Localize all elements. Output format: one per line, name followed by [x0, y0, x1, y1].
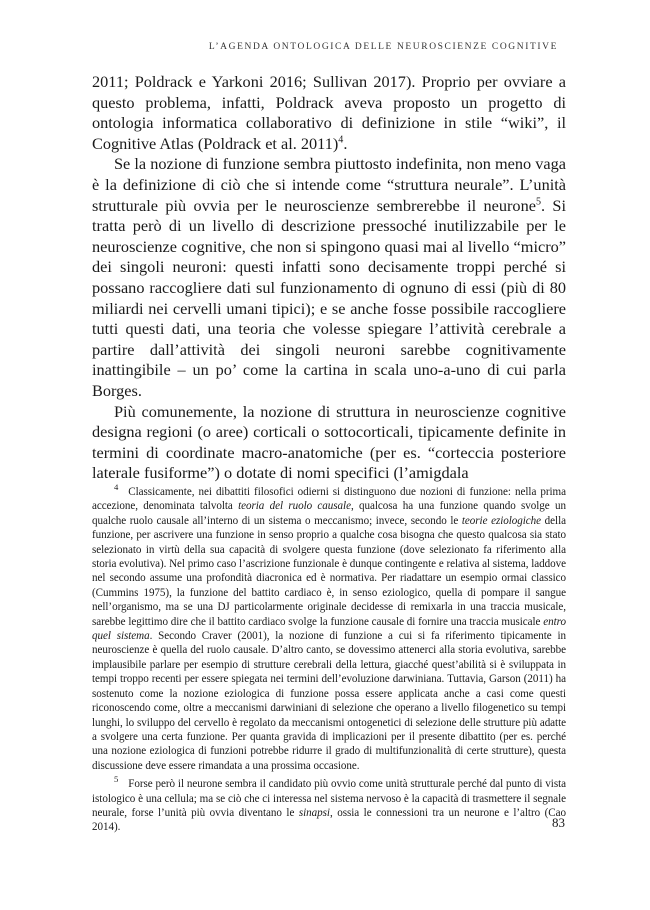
- paragraph-1: [92, 72, 566, 154]
- footnotes: [92, 482, 566, 835]
- footnote-5-text-b: , ossia le connessioni tra un neurone e l’altro (Cao 2014).: [92, 806, 566, 834]
- footnote-4: [92, 482, 566, 773]
- paragraph-2-text: Se la nozione di funzione sembra piuttosto indefinita, non meno vaga è la definizione di ciò che si intende come “struttura neurale”. L’unità strutturale più ovvia per le neuroscienze sembrerebbe il neurone: [92, 154, 566, 215]
- paragraph-1-end: .: [343, 133, 348, 153]
- footnote-5-number: 5: [114, 774, 119, 785]
- footnote-5: [92, 774, 566, 835]
- footnote-4-text-a: Classicamente, nei dibattiti filosofici odierni si distinguono due nozioni di funzione: nella prima accezione, denominata talvolta: [92, 486, 566, 513]
- footnote-4-text-c: della funzione, per ascrivere una funzione in senso proprio a qualche cosa bisogna che questo qualcosa sia stato selezionato in virtù della sua capacità di svolgere questa funzione (dove selezionato fa riferimento alla storia evolutiva). Nel primo caso l’ascrizione funzionale è dunque contingente e relativa al sistema, laddove nel secondo assume una profondità diacronica ed è normativa. Per riadattare un esempio ormai classico (Cummins 1975), la funzione del battito cardiaco è, in senso eziologico, quella di pompare il sangue nell’organismo, ma se una DJ particolarmente originale decidesse di remixarla in una traccia musicale, sarebbe legittimo dire che il battito cardiaco svolge la funzione causale di fornire una traccia musicale: [92, 514, 566, 628]
- paragraph-1-text: 2011; Poldrack e Yarkoni 2016; Sullivan 2017). Proprio per ovviare a questo problema, infatti, Poldrack aveva proposto un progetto di ontologia informatica collaborativo di definizione in stile “wiki”, il Cognitive Atlas (Poldrack et al. 2011): [92, 72, 566, 153]
- paragraph-2-rest: . Si tratta però di un livello di descrizione pressoché inutilizzabile per le neuroscienze cognitive, che non si spingono quasi mai al livello “micro” dei singoli neuroni: questi infatti sono decisamente troppi perché si possano raccogliere dati sul funzionamento di ognuno di essi (più di 80 miliardi nei cervelli umani tipici); e se anche fosse possibile raccogliere tutti questi dati, una teoria che volesse spiegare l’attività cerebrale a partire dall’attività dei singoli neuroni sarebbe cognitivamente inattingibile – un po’ come la cartina in scala uno-a-uno di cui parla Borges.: [92, 195, 566, 400]
- page-number: 83: [552, 815, 565, 830]
- footnote-4-number: 4: [114, 482, 119, 493]
- paragraph-3: Più comunemente, la nozione di struttura in neuroscienze cognitive designa regioni (o aree) corticali o sottocorticali, tipicamente definite in termini di coordinate macro-anatomiche (per es. “corteccia posteriore laterale fusiforme”) o dotate di nomi specifici (l’amigdala: [92, 401, 566, 483]
- footnote-4-italic-3: entro quel sistema: [92, 615, 566, 643]
- footnote-4-italic-1: teoria del ruolo causale: [238, 500, 351, 513]
- footnote-4-text-d: . Secondo Craver (2001), la nozione di funzione a cui si fa riferimento tipicamente in neuroscienze è quella del ruolo causale. D’altro canto, se dovessimo attenerci alla storia evolutiva, sarebbe implausibile parlare per esempio di strutture cerebrali della lettura, giacché quest’abilità si è sviluppata in tempi troppo recenti per essere spiegata nei termini dell’evoluzione darwiniana. Tuttavia, Garson (2011) ha sostenuto come la nozione eziologica di funzione possa essere applicata anche a casi come questi riconoscendo come, oltre a meccanismi darwiniani di selezione che operano a livello filogenetico su tempi lunghi, lo sviluppo del cervello è regolato da meccanismi ontogenetici di selezione delle strutture più adatte a svolgere una certa funzione. Per quanta gravida di implicazioni per il presente dibattito (per es. perché una nozione eziologica di funzioni potrebbe ridurre il grado di multifunzionalità di certe strutture), questa discussione deve essere rimandata a una prossima occasione.: [92, 630, 566, 772]
- main-text: [92, 72, 566, 484]
- footnote-4-text-b: , qualcosa ha una funzione quando svolge un qualche ruolo causale all’interno di un sistema o meccanismo; invece, secondo le: [92, 500, 566, 527]
- footnote-ref-4[interactable]: 4: [338, 134, 344, 146]
- footnote-ref-5[interactable]: 5: [535, 196, 541, 208]
- footnote-5-italic-1: sinapsi: [298, 806, 330, 819]
- running-head: L’AGENDA ONTOLOGICA DELLE NEUROSCIENZE COGNITIVE: [208, 42, 558, 52]
- footnote-5-text-a: Forse però il neurone sembra il candidato più ovvio come unità strutturale perché dal punto di vista istologico è una cellula; ma se ciò che ci interessa nel sistema nervoso è la capacità di trasmettere il segnale neurale, forse l’unità più ovvia diventano le: [92, 778, 566, 819]
- paragraph-2: [92, 154, 566, 401]
- footnote-4-italic-2: teorie eziologiche: [461, 514, 542, 527]
